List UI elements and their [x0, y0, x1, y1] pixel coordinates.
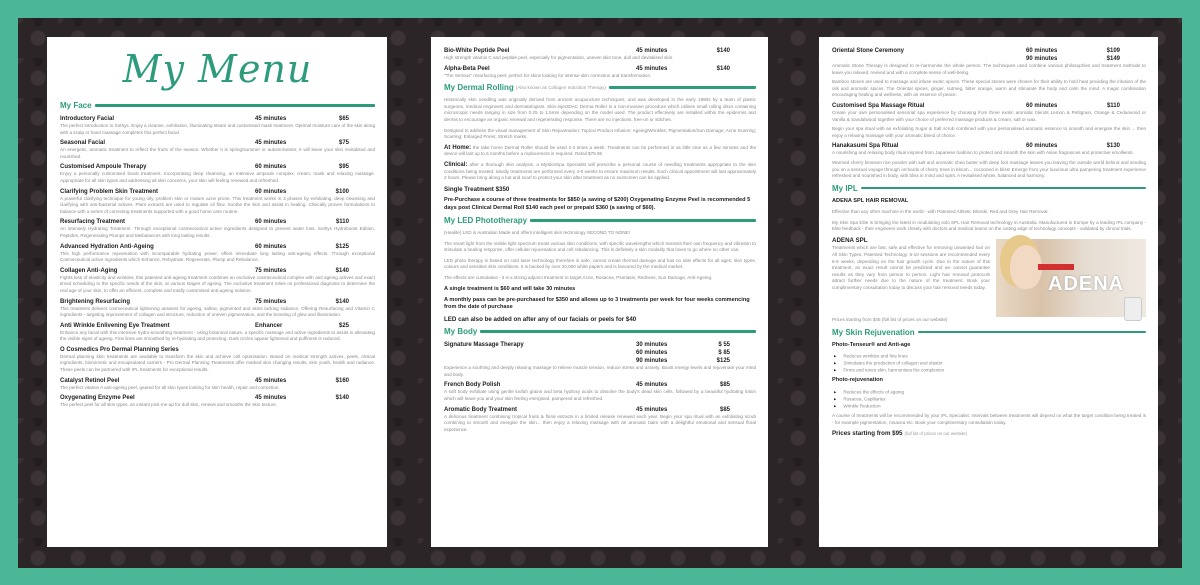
bullet-item: ▶ Wrinkle Reduction [844, 403, 1146, 410]
paragraph-text: the take home Dermal Roller should be used 2-3 times a week. Treatments can be performed in as little time as a few minutes and the device will last up to 6 months before a replacement is required. Retail $79.95 [444, 144, 757, 157]
item-price: $95 [338, 164, 349, 171]
item-row [60, 163, 375, 171]
item-description: Bamboo stones are used to massage and infuse exotic spices. These special stones were chosen for their ability to hold heat providing the infusion of the oils and aromatic spices. The Oriental spices, ginger, nutmeg, bitter orange, warm and stimulate the body and calm the mind. A magic combination encouraging healing and wellness, with an essence of peace. [832, 79, 1146, 98]
item-duration: 75 minutes [255, 298, 287, 305]
bold-note [832, 430, 1146, 437]
paragraph [444, 128, 756, 141]
item-description: Experience a soothing and deeply relaxing massage to relieve muscle tension, reduce stress and anxiety. Boost energy levels and rejuvenate your mind and body. [444, 365, 756, 377]
menu-item [832, 102, 1146, 139]
paragraph-text: after a thorough skin analysis, a MySkinSpa Specialist will prescribe a personal course of needling treatments appropriate to the skin conditions being treated. Ideally treatments are performed every 4-6 weeks to ensure maximum results. Each clinical appointment will last approximately 2 hours. Please bring along a hat and scarf to protect your skin after treatment as no sunscreen can be applied. [444, 161, 757, 181]
item-name: Collagen Anti-Aging [60, 267, 118, 274]
item-row [60, 115, 375, 123]
menu-panel-right [819, 37, 1158, 547]
item-description: Enjoy a personally customised boost treatment. Incorporating deep cleansing, an intensive ampoule complex, cream, mask and relaxing massage. Appropriate for all skin types and addressing all skin concerns, your skin will feeling renewed and refreshed. [60, 171, 375, 183]
paragraph-text: The smart light from the visible light spectrum treats various skin conditions, with specific wavelengths which transmit their own frequency and vibration to stimulate a healing response, offer cellular rejuvenation and cell rebalancing. This is definitely a skin modality that loves to go where no other can. [444, 240, 756, 253]
paragraph [832, 220, 1146, 233]
item-duration: 30 minutes [636, 342, 668, 349]
section-title: My Body [444, 327, 478, 337]
item-duration: 45 minutes [636, 406, 668, 413]
menu-item [60, 163, 375, 184]
paragraph [444, 162, 756, 182]
item-name: Advanced Hydration Anti-Ageing [60, 243, 154, 250]
paragraph [832, 317, 1146, 324]
item-name: Catalyst Retinol Peel [60, 377, 120, 384]
item-price: $75 [338, 140, 349, 147]
item-name [832, 55, 1026, 63]
menu-item [60, 346, 375, 374]
menu-title: My Menu [122, 47, 313, 91]
item-row [832, 102, 1146, 110]
item-duration: 60 minutes [1026, 102, 1058, 109]
paragraph [832, 209, 1146, 216]
ipl-block [832, 237, 1146, 317]
paragraph-lead: Clinical: [444, 161, 468, 168]
paragraph-text: A course of treatments will be recommended by your IPL Specialist. Intervals between treatments will depend on what the target condition being treated is - for example pigmentation, rosacea etc. Book your complimentary consultation today. [832, 412, 1146, 425]
item-row [60, 218, 375, 226]
item-duration: 60 minutes [255, 243, 287, 250]
item-duration: 60 minutes [1026, 48, 1058, 54]
menu-item [444, 381, 756, 402]
item-row [444, 65, 756, 73]
menu-item [60, 188, 375, 216]
section-title: My Face [60, 101, 92, 110]
item-duration: 45 minutes [255, 116, 287, 122]
item-duration: 90 minutes [1026, 56, 1058, 62]
item-row [444, 357, 756, 365]
menu-item [444, 65, 756, 80]
item-description: This treatment delivers cosmeceutical lightening answers for ageing, sallow, pigmented and skins lacking radiance. Offering Resurfacing and Vitamin C ingredients - targeting improvement of collagen and structure, reduction of uneven pigmentation, and the boosting of glow and illumination. [60, 305, 375, 318]
item-duration: 45 minutes [255, 395, 287, 402]
item-name: Introductory Facial [60, 116, 115, 122]
item-duration: 75 minutes [255, 267, 287, 274]
menu-item [60, 115, 375, 136]
item-description: Begin your spa ritual with an exfoliating Sugar & Salt scrub combined with your personalised aromatic essence to smooth and energise the skin ... then enjoy a relaxing massage with your aromatic blend of choice. [832, 126, 1146, 138]
item-duration: 45 minutes [636, 382, 668, 389]
bullet-item: ▶ Reduces the effects of ageing [844, 389, 1146, 396]
item-price: $140 [716, 65, 730, 72]
item-duration: 60 minutes [1026, 143, 1058, 150]
paragraph [444, 145, 756, 158]
item-duration: 45 minutes [255, 140, 287, 147]
section-divider [918, 331, 1146, 334]
bullet-item: ▶ Rosacea, Capillaries [844, 396, 1146, 403]
item-row [444, 381, 756, 389]
menu-item [60, 322, 375, 343]
item-price: $140 [335, 267, 349, 274]
item-price: $160 [335, 377, 349, 384]
adena-logo: ADENA [1048, 272, 1125, 295]
item-description: "The Serious" resurfacing peel; perfect for skins looking for intense skin correction and transformation. [444, 72, 652, 78]
ipl-heading: ADENA SPL [832, 236, 868, 244]
item-duration: 60 minutes [255, 188, 287, 195]
item-name: Anti Wrinkle Enlivening Eye Treatment [60, 322, 170, 329]
bold-note [444, 186, 756, 193]
item-row [832, 47, 1146, 55]
bullet-item: ▶ Reduces wrinkles and fine lines [844, 353, 1146, 360]
item-price: $85 [719, 382, 730, 389]
item-duration: 60 minutes [255, 164, 287, 171]
item-description: A delicious treatment combining tropical fruits & floral extracts in a limited release renewed each year. Begin your spa ritual with an exfoliating scrub combining to smooth and energise the skin... then enjoy a relaxing massage with an aromatic balm with a delightful emotional and sensual floral experience. [444, 413, 756, 432]
bold-note-text: Pre-Purchase a course of three treatments for $850 (a saving of $200) Oxygenating Enzyme Peel is recommended 5 days post Clinical Dermal Roll $140 each peel or prepaid $360 (a saving of $60). [444, 197, 751, 211]
item-row [444, 349, 756, 357]
section-heading [832, 184, 1146, 193]
menu-item [444, 47, 756, 62]
menu-panel-left [47, 37, 387, 547]
menu-item [60, 377, 375, 392]
item-description: A powerful clarifying technique for young oily, problem skin or mature acne prone. This treatment works in 3 phases by exfoliating, deep cleansing and clarifying with anti-bacterial actives. Plant extracts are used to regulate oil flow. Soothe the skin and assist in healing. Clinically proven formulations to balance with a series of correcting treatments supported with a good home care routine. [60, 195, 375, 214]
bold-note-text: A single treatment is $60 and will take 30 minutes [444, 285, 576, 292]
item-price: $125 [335, 243, 349, 250]
item-duration: 45 minutes [636, 48, 668, 54]
item-price: $25 [338, 322, 349, 329]
item-row [60, 346, 375, 354]
item-description: A nourishing and relaxing body ritual inspired from Japanese tradition to protect and smooth the skin with Asian fragrances and protective emollients. [832, 150, 1134, 156]
section-heading [444, 216, 756, 225]
item-duration: 45 minutes [636, 65, 668, 72]
menu-item [60, 298, 375, 319]
menu-item [60, 267, 375, 295]
section-title: My Dermal Rolling [444, 83, 514, 93]
bold-note-text: Photo-rejuvenation [832, 377, 883, 384]
bold-note-text: LED can also be added on after any of our facials or peels for $40 [444, 315, 637, 323]
item-price: $85 [719, 406, 730, 413]
paragraph-text: (Healite) LED is Australian Made and offers intelligent skin technology SECOND TO NONE! [444, 229, 630, 235]
item-name: Oriental Stone Ceremony [832, 48, 905, 54]
item-price: $140 [716, 48, 730, 54]
item-row [444, 341, 756, 349]
item-description: Enhance any facial with this intensive hydro-smoothing treatment - using botanical nature, a specific massage and active ingredients to assist in alleviating the visible signs of ageing. Fine lines are smoothed by re-hydrating and protecting. Dark circles appear lightened and puffiness is reduced. [60, 329, 375, 342]
item-name: French Body Polish [444, 382, 501, 389]
paragraph-text: My Skin Spa Elite is bringing the latest in modulating solo SPL Hair Removal technology in Australia. Manufactured in Europe by a leading IPL company - Elite feedback - their engineers work closely with doctors and medical teams on the cutting edge of technology concepts - validated by clinical trials. [832, 219, 1146, 232]
item-name: Resurfacing Treatment [60, 219, 126, 226]
paragraph [444, 230, 756, 237]
bold-note-text: ADENA SPL HAIR REMOVAL [832, 197, 909, 204]
item-duration: Enhancer [255, 322, 283, 329]
item-name: Clarifying Problem Skin Treatment [60, 188, 159, 195]
item-row [60, 243, 375, 251]
bullet-list [844, 389, 1146, 410]
item-description: An intensely Hydrating Treatment. Through exceptional cosmeceutical active ingredients designed to prevent water loss. Sothys Hydroboost Edition, Peptides, Regenerating Plumps and Meibalances with long lasting results. [60, 226, 375, 238]
section-divider [609, 86, 756, 89]
item-description: Create your own personalised sensorial spa experience by choosing from three exotic aromatic blends Lemon & Petitgrain, Orange & Cedarwood or Vanilla & Sandalwood together with your choice of preferred massage products & cream, salt or wax. [832, 109, 1146, 122]
section-heading [832, 328, 1146, 337]
paragraph-text: Historically skin needling was originally derived from ancient acupuncture techniques, and was developed in the early 1990s by a team of plastic surgeons, medical engineers and dermatologists. Skin-injectDAC Derma Roller is a non-invasive procedure which utilises small rolling discs containing microscopic needs ranging in size from 0.25 to 1.5mm depending on the model used. The product effectively are installed within the epidermis and dermis to encourage an organic renewal and regenerating response. There are no injections, free-on or stitches. [444, 97, 756, 122]
section-subtitle: (Also known as Collagen Induction Therapy) [515, 85, 606, 91]
menu-item [444, 341, 756, 378]
item-description: Aromatic Stone Therapy is designed to re-harmonise the whole person. The techniques used combine various philosophies and treatment methods to leave you relaxed, revived and with a complete sense of well-being. [832, 63, 1146, 75]
item-row [60, 322, 375, 330]
paragraph [444, 258, 756, 271]
paragraph [832, 413, 1146, 426]
menu-panel-middle [431, 37, 768, 547]
bold-note [444, 197, 756, 212]
item-name: Customised Ampoule Therapy [60, 164, 147, 171]
item-price: $100 [335, 188, 349, 195]
paragraph-lead: At Home: [444, 144, 472, 151]
paragraph [444, 241, 756, 254]
item-name: Hanakasumi Spa Ritual [832, 143, 899, 150]
item-duration: 60 minutes [636, 350, 668, 357]
menu-item [60, 139, 375, 160]
item-description: Fights loss of elasticity and wrinkles, this patented anti-ageing treatment combines an exclusive cosmeceutical complex with anti ageing actives and exact timed scheduling to the specific needs of the skin, at various stages of ageing. The exclusive treatment relies on professional diagnosis to determine the real age of your skin, to offer an efficient, complete and totally customised anti-ageing solution. [60, 274, 375, 293]
item-row [444, 47, 756, 55]
section-divider [95, 104, 375, 107]
item-row [444, 406, 756, 414]
bold-note [832, 342, 1146, 349]
item-row [60, 394, 375, 402]
promo-tag [1038, 264, 1074, 270]
bold-note [832, 198, 1146, 205]
menu-item [60, 243, 375, 264]
item-price: $140 [335, 395, 349, 402]
section-divider [480, 330, 756, 333]
ipl-text-column [832, 237, 990, 317]
section-title: My Skin Rejuvenation [832, 327, 915, 337]
item-duration: 90 minutes [636, 358, 668, 365]
item-row [60, 298, 375, 306]
item-duration: 60 minutes [255, 219, 287, 226]
bold-note [444, 316, 756, 323]
section-title: My LED Phototherapy [444, 215, 528, 225]
paragraph [444, 97, 756, 123]
item-price: $ 55 [718, 342, 730, 349]
bullet-item: ▶ Stimulates the production of collagen and elastin [844, 360, 1146, 367]
item-name: Oxygenating Enzyme Peel [60, 395, 135, 402]
device-icon [1124, 297, 1142, 321]
section-heading [444, 83, 756, 92]
item-name: Signature Massage Therapy [444, 342, 524, 349]
menu-item [444, 406, 756, 434]
item-description: Dermal planning skin treatments are available to transform the skin and achieve cell optimisation. Based on medical strength actives, peels, clinical ingredients, biomimetic and encapsulated carriers - Pro Dermal Planning Treatments offer marked skin changing results, skin youth, health and radiance. These peels can be partnered with IPL treatments for exceptional results. [60, 353, 375, 373]
item-name: Aromatic Body Treatment [444, 406, 518, 413]
item-row [60, 377, 375, 385]
menu-item [832, 142, 1146, 179]
paragraph [444, 275, 756, 282]
item-price: $140 [335, 298, 349, 305]
paragraph-text: Prices starting from $45 (full list of prices on our website) [832, 316, 948, 322]
section-heading [444, 327, 756, 336]
item-price: $65 [338, 116, 349, 122]
item-row [60, 267, 375, 275]
bullet-list [844, 353, 1146, 374]
item-description: High strength vitamin C and peptide peel, especially for pigmentation, uneven skin tone, dull and devitalised skin. [444, 55, 674, 60]
item-name: O Cosmedics Pro Dermal Planning Series [60, 346, 179, 353]
section-divider [861, 187, 1146, 190]
item-name [444, 349, 636, 357]
item-name: Brightening Resurfacing [60, 298, 131, 305]
section-divider [530, 219, 756, 222]
adena-product-image [996, 239, 1146, 317]
item-description: The perfect peel for all skin types, an instant pick-me-up for dull skin, renews and smooths the skin texture. [60, 402, 278, 408]
item-description: An energetic, aromatic treatment to reflect the fruits of the season. Whether it is spring/summer or autumn/winter, it will leave your skin revitalised and nourished. [60, 147, 375, 159]
item-row [60, 139, 375, 147]
item-description: This high performance rejuvenation with incomparable hydrating power, offers immediate long lasting anti-ageing effects. Through exceptional Cosmeceutical active ingredients which Enhance, Rehydrate, Regenerate, Plump and Rebalance. [60, 250, 375, 263]
item-price: $109 [1106, 48, 1120, 54]
bold-note [444, 286, 756, 293]
item-description: The perfect vitamin A anti-ageing peel, geared for all skin types looking for skin health, repair and correction. [60, 384, 280, 390]
bold-note-text: A monthly pass can be pre-purchased for $350 and allows up to 3 treatments per week for four weeks commencing from the date of purchase [444, 296, 750, 311]
bold-note [444, 297, 756, 312]
section-title: My IPL [832, 183, 858, 193]
menu-item [60, 394, 375, 409]
item-name [444, 357, 636, 365]
bold-note-text: Prices starting from $95 [832, 430, 903, 438]
item-name: Alpha-Beta Peel [444, 65, 490, 72]
item-description: The perfect introduction to Sothys. Enjoy a cleanse, exfoliation, illuminating steam and customised mask treatment. Optimal moisture care of the skin along with a scalp or hand massage completes this perfect facial. [60, 123, 375, 135]
bold-note [832, 377, 1146, 384]
menu-item [60, 218, 375, 239]
bold-note-text: Single Treatment $350 [444, 185, 510, 193]
paragraph-text: The effects are cumulative - it is a strong adjunct treatment to target Acne, Rosacea, Psoriasis, Redness, Sun Damage, Anti-Ageing. [444, 274, 713, 280]
item-price: $130 [1106, 143, 1120, 150]
item-price: $110 [1106, 102, 1120, 109]
item-price: $ 85 [718, 350, 730, 357]
item-row [832, 142, 1146, 150]
section-heading [60, 101, 375, 110]
item-price: $110 [335, 219, 349, 226]
item-name: Seasonal Facial [60, 140, 106, 147]
paragraph-text: LED photo therapy is based on cold laser technology therefore is safe, cannot create thermal damage and has no side effects for all ages, skin types, colours and sensitive skin conditions. It is backed by over 20,000 white papers and is favoured by the medical market. [444, 257, 756, 270]
paragraph-text: Designed to address the visual management of Skin Rejuvenation; Topical Product Infusion; Ageing/Wrinkles; Pigmentation/Sun Damage; Acne Scarring; Scarring; Enlarged Pores; Stretch marks. [444, 127, 756, 140]
item-duration: 45 minutes [255, 377, 287, 384]
menu-item [832, 47, 1146, 99]
bold-note-text: Photo-Tenseur® and Anti-age [832, 341, 911, 348]
paragraph-text: Effective than any other machine in the world - with Patented Athletic Blonde, Red and Grey Hair Removal. [832, 209, 1049, 215]
item-price: $149 [1106, 56, 1120, 62]
bullet-item: ▶ Firms and tones skin, harmonises the complexion [844, 367, 1146, 374]
ipl-description: Treatments which are fast, safe and effective for removing unwanted hair on All Skin Types. Patented Technology. 6-10 sessions are recommended every 6-8 weeks, depending on the hair growth cycle. Due to the nature of this treatment, an exact result cannot be predicted and we cannot guarantee results as they vary from person to person. Light hair removal protocols attract further needs due to the nature of the treatment. Book your complimentary consultation today to discuss your hair removal needs today. [832, 245, 990, 290]
item-name: Customised Spa Massage Ritual [832, 102, 925, 109]
bold-note-small: (full list of prices on our website) [904, 431, 968, 437]
item-row [60, 188, 375, 196]
item-name: Bio-White Peptide Peel [444, 48, 510, 54]
item-description: Warmed cherry blossom rice powder with salt and aromatic shea butter with deep foot massage leaves you leaving the outside world behind and sending you on a sensual voyage through orchards of cherry trees in bloom... cocooned in bliss! Emerge from your luxurious ultra pampering treatment experience refreshed and nourished in body, with bliss in mind and spirit. A revitalised whole, balanced and harmony. [832, 159, 1146, 179]
item-description: A soft body exfoliate using gentle loofah grains and beta hydroxy acids to dissolve the body's dead skin cells, followed by a beautiful hydrating lotion which will leave you and your skin feeling energised, pampered and refreshed. [444, 389, 756, 401]
item-row [832, 55, 1146, 63]
item-price: $125 [716, 358, 730, 365]
